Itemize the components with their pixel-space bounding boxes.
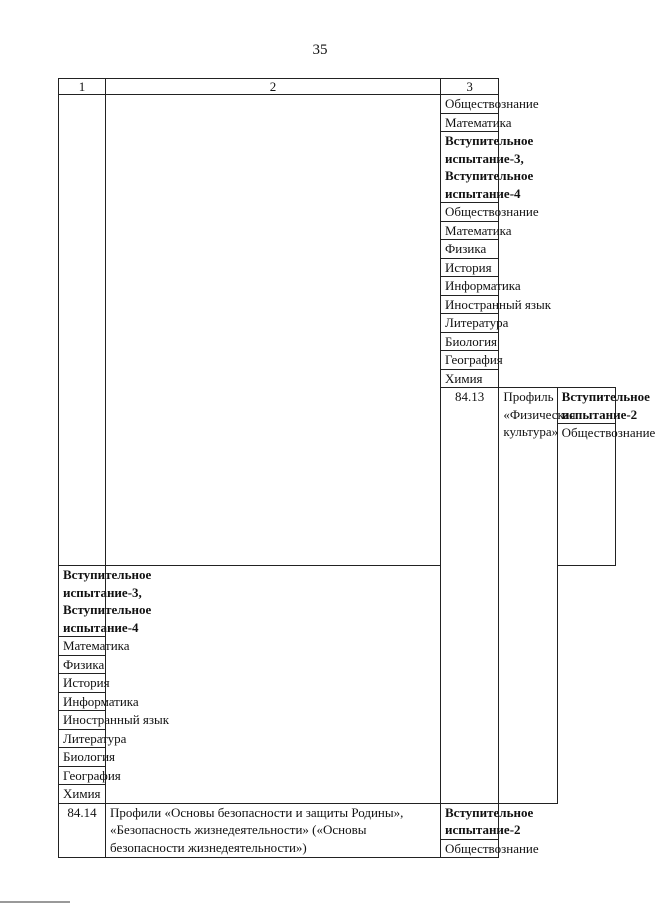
- subject-cell: Обществознание: [557, 424, 615, 566]
- page-number: 35: [312, 42, 328, 58]
- subject-cell: Иностранный язык: [441, 295, 499, 314]
- subject-cell: Обществознание: [441, 95, 499, 114]
- profile-cell: [106, 95, 441, 566]
- number-cell: 84.14: [59, 803, 106, 858]
- exam-heading-cell: Вступительное испытание-3, Вступительное испытание-4: [59, 566, 106, 637]
- table-row: [59, 803, 616, 839]
- exam-heading-cell: Вступительное испытание-2: [557, 388, 615, 424]
- subject-cell: География: [441, 351, 499, 370]
- subject-cell: Обществознание: [441, 203, 499, 222]
- profile-cell: Профиль «Физическая культура»: [499, 388, 557, 804]
- subject-cell: Биология: [59, 748, 106, 767]
- subject-cell: Химия: [59, 785, 106, 804]
- number-cell: 84.13: [441, 388, 499, 804]
- table-header-row: [59, 79, 616, 95]
- exam-heading-cell: Вступительное испытание-3, Вступительное испытание-4: [441, 132, 499, 203]
- subject-cell: Иностранный язык: [59, 711, 106, 730]
- column-header: 2: [106, 79, 441, 95]
- subject-cell: Обществознание: [441, 839, 499, 858]
- admission-exams-table: [58, 78, 655, 858]
- exam-heading-cell: Вступительное испытание-2: [441, 803, 499, 839]
- profile-cell: Профили «Основы безопасности и защиты Родины», «Безопасность жизнедеятельности» («Основы безопасности жизнедеятельности»): [106, 803, 441, 858]
- subject-cell: Литература: [59, 729, 106, 748]
- subject-cell: История: [441, 258, 499, 277]
- subject-cell: Математика: [441, 221, 499, 240]
- subject-cell: Биология: [441, 332, 499, 351]
- subject-cell: Физика: [59, 655, 106, 674]
- column-header: 1: [59, 79, 106, 95]
- column-header: 3: [441, 79, 499, 95]
- subject-cell: Математика: [59, 637, 106, 656]
- subject-cell: Литература: [441, 314, 499, 333]
- number-cell: [59, 95, 106, 566]
- subject-cell: География: [59, 766, 106, 785]
- subject-cell: Информатика: [441, 277, 499, 296]
- subject-cell: История: [59, 674, 106, 693]
- subject-cell: Химия: [441, 369, 499, 388]
- subject-cell: Математика: [441, 113, 499, 132]
- table-row: [59, 95, 616, 114]
- subject-cell: Физика: [441, 240, 499, 259]
- subject-cell: Информатика: [59, 692, 106, 711]
